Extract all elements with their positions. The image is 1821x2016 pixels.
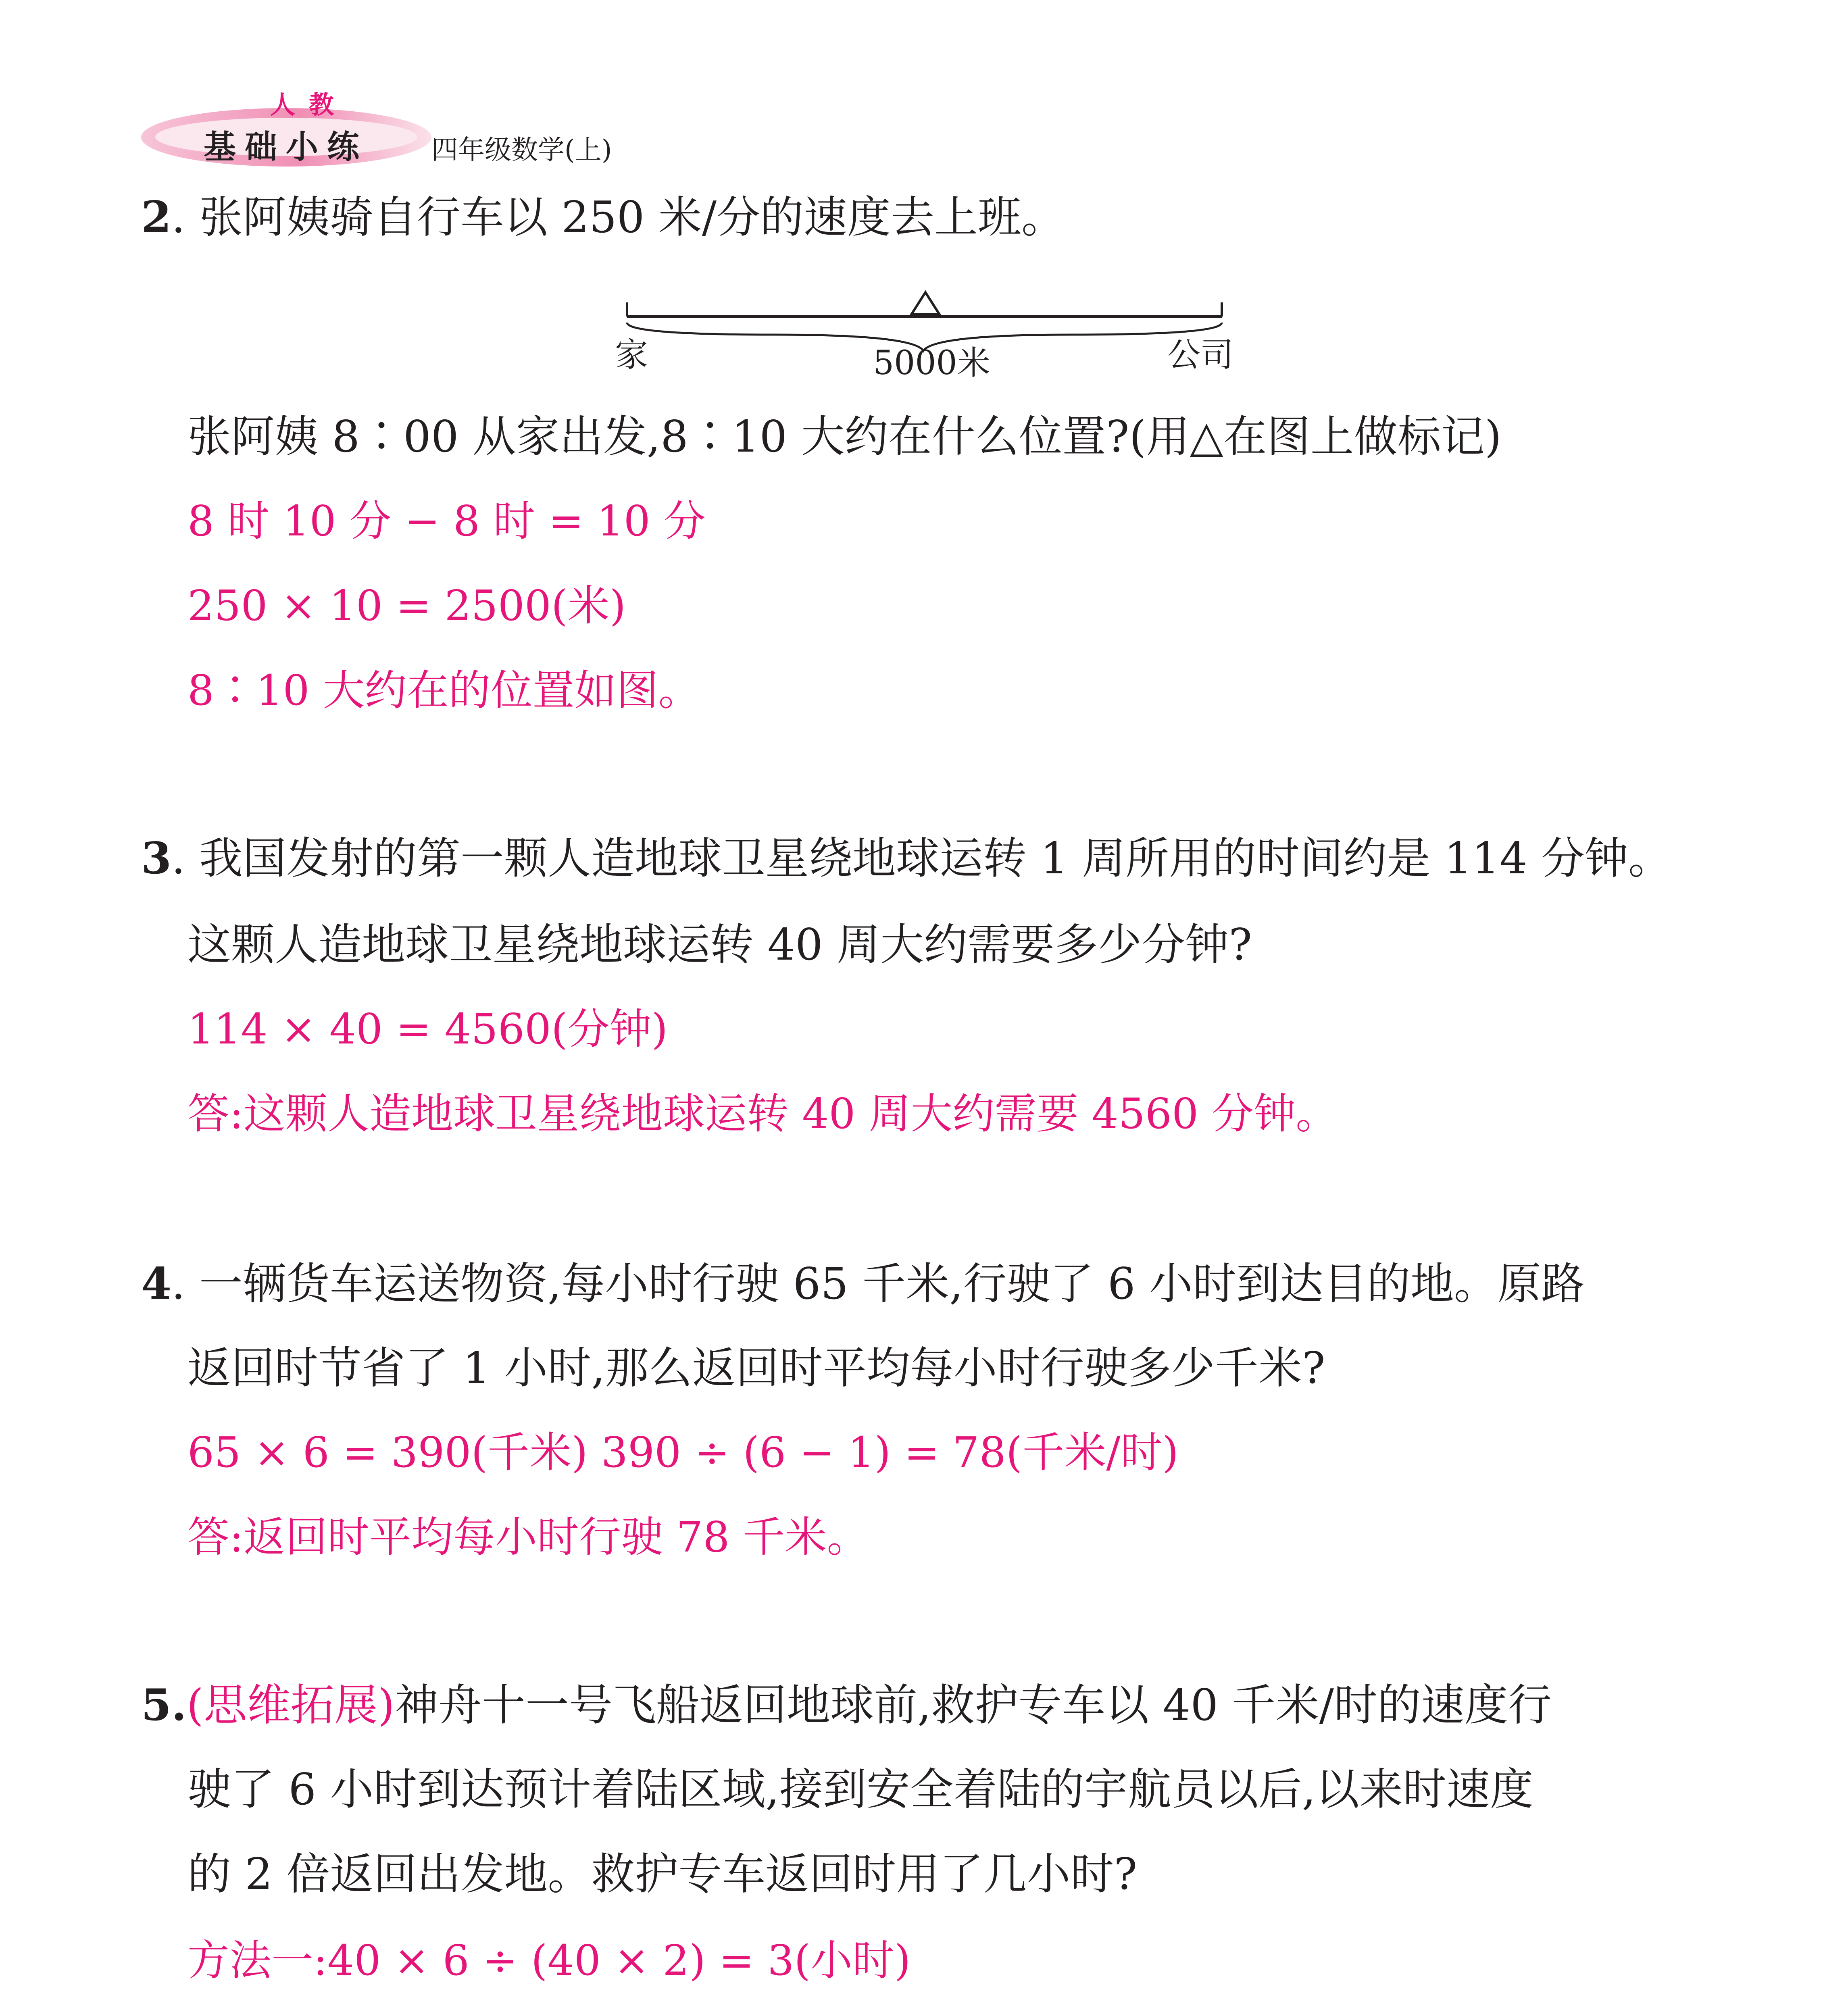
q3-stem-text: . 我国发射的第一颗人造地球卫星绕地球运转 1 周所用的时间约是 114 分钟。 bbox=[171, 833, 1672, 884]
q4-stem bbox=[141, 1258, 1585, 1309]
q4-stem-line-2: 返回时节省了 1 小时,那么返回时平均每小时行驶多少千米? bbox=[188, 1343, 1325, 1393]
q3-answer-1: 114 × 40 = 4560(分钟) bbox=[188, 1004, 668, 1054]
grade-subject: 四年级数学(上) bbox=[431, 134, 612, 165]
q2-stem-text: . 张阿姨骑自行车以 250 米/分的速度去上班。 bbox=[171, 192, 1065, 243]
q4-number: 4 bbox=[141, 1258, 172, 1309]
q3-stem bbox=[141, 833, 1672, 884]
publisher-label: 人教 bbox=[270, 90, 348, 119]
q3-stem-line-2: 这颗人造地球卫星绕地球运转 40 周大约需要多少分钟? bbox=[188, 920, 1252, 970]
q4-answer-1: 65 × 6 = 390(千米) 390 ÷ (6 − 1) = 78(千米/时) bbox=[188, 1428, 1179, 1477]
q5-stem-line-2: 驶了 6 小时到达预计着陆区域,接到安全着陆的宇航员以后,以来时速度 bbox=[188, 1764, 1534, 1815]
label-company: 公司 bbox=[1167, 336, 1234, 374]
series-title: 基础小练 bbox=[204, 128, 368, 166]
q3-number: 3 bbox=[141, 833, 172, 884]
q5-stem: 5.(思维拓展)神舟十一号飞船返回地球前,救护专车以 40 千米/时的速度行 bbox=[141, 1680, 1552, 1731]
q2-question: 张阿姨 8∶00 从家出发,8∶10 大约在什么位置?(用△在图上做标记) bbox=[188, 412, 1502, 462]
label-home: 家 bbox=[615, 336, 648, 374]
q4-stem-text: . 一辆货车运送物资,每小时行驶 65 千米,行驶了 6 小时到达目的地。原路 bbox=[171, 1259, 1585, 1309]
label-distance: 5000米 bbox=[873, 344, 990, 382]
q2-answer-2: 250 × 10 = 2500(米) bbox=[188, 581, 626, 630]
q2-answer-3: 8∶10 大约在的位置如图。 bbox=[188, 666, 700, 715]
q5-stem-text: 神舟十一号飞船返回地球前,救护专车以 40 千米/时的速度行 bbox=[395, 1680, 1552, 1731]
q2-answer-1: 8 时 10 分 − 8 时 = 10 分 bbox=[188, 496, 706, 546]
q2-number: 2 bbox=[141, 192, 172, 243]
q5-stem-line-3: 的 2 倍返回出发地。救护专车返回时用了几小时? bbox=[188, 1849, 1138, 1899]
q4-answer-2: 答:返回时平均每小时行驶 78 千米。 bbox=[188, 1512, 869, 1562]
q2-stem bbox=[141, 192, 1065, 243]
q5-number: 5 bbox=[141, 1680, 172, 1731]
q5-answer-1: 方法一:40 × 6 ÷ (40 × 2) = 3(小时) bbox=[188, 1936, 911, 1985]
q3-answer-2: 答:这颗人造地球卫星绕地球运转 40 周大约需要 4560 分钟。 bbox=[188, 1089, 1338, 1138]
position-triangle-marker bbox=[911, 292, 940, 314]
q5-tag: (思维拓展) bbox=[186, 1680, 395, 1731]
